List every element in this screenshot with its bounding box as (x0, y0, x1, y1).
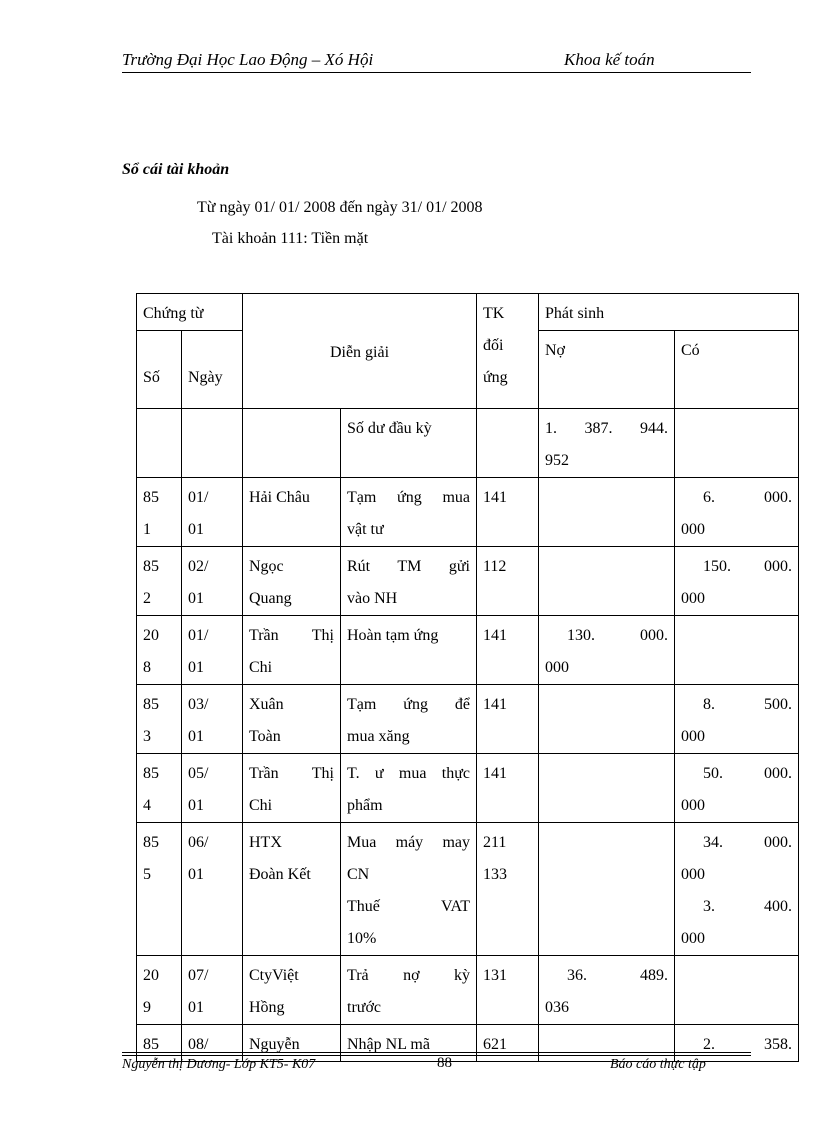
header-movement: Phát sinh (539, 294, 799, 331)
header-row-1 (137, 294, 799, 331)
footer-author: Nguyễn thị Dương- Lớp KT5- K07 (122, 1057, 316, 1072)
credit-amount-line: 000 (681, 728, 705, 745)
page-header (122, 48, 751, 73)
party-name-line: Nguyễn (249, 1036, 300, 1053)
credit-amount (675, 478, 799, 547)
table-row (137, 547, 799, 616)
cell-empty (182, 409, 243, 478)
debit-amount (539, 685, 675, 754)
description (341, 616, 477, 685)
doc-number-line: 85 (143, 558, 159, 575)
description (341, 823, 477, 956)
doc-number (137, 616, 182, 685)
credit-amount (675, 754, 799, 823)
university-name: Trường Đại Học Lao Động – Xó Hội (122, 50, 374, 69)
doc-date-line: 01 (188, 999, 204, 1016)
party-name-line: Đoàn Kết (249, 866, 311, 883)
party-name-line: Quang (249, 590, 292, 607)
cell-empty (477, 409, 539, 478)
doc-number-line: 5 (143, 866, 151, 883)
table-row (137, 616, 799, 685)
doc-date-line: 01 (188, 866, 204, 883)
contra-account (477, 823, 539, 956)
debit-amount-line: 036 (545, 999, 569, 1016)
description-line: trước (347, 999, 382, 1016)
doc-number (137, 823, 182, 956)
party-name-line: Trần Thị (249, 765, 334, 782)
doc-date (182, 547, 243, 616)
credit-amount-line: 000 (681, 521, 705, 538)
description-line: Thuế VAT (347, 898, 470, 915)
description-line: vào NH (347, 590, 398, 607)
doc-number-line: 85 (143, 1036, 159, 1053)
doc-date-line: 07/ (188, 967, 209, 984)
contra-account-line: 141 (483, 489, 507, 506)
cell-empty (243, 409, 341, 478)
doc-number (137, 956, 182, 1025)
party-name (243, 616, 341, 685)
description (341, 478, 477, 547)
doc-date-line: 05/ (188, 765, 209, 782)
description-line: Rút TM gửi (347, 558, 470, 575)
credit-amount-line: 150. 000. (703, 558, 792, 575)
doc-date-line: 01/ (188, 627, 209, 644)
description-line: Mua máy may (347, 834, 470, 851)
debit-amount-line: 000 (545, 659, 569, 676)
description-line: Hoàn tạm ứng (347, 627, 439, 644)
header-contra-account (477, 294, 539, 409)
doc-number-line: 20 (143, 627, 159, 644)
header-credit: Có (675, 331, 799, 409)
doc-date-line: 01 (188, 521, 204, 538)
description-line: Tạm ứng mua (347, 489, 470, 506)
credit-amount (675, 616, 799, 685)
contra-account-line: 141 (483, 765, 507, 782)
party-name (243, 547, 341, 616)
party-name-line: Hồng (249, 999, 285, 1016)
contra-account (477, 685, 539, 754)
party-name-line: Chi (249, 797, 273, 814)
party-name (243, 823, 341, 956)
party-name-line: Xuân (249, 696, 284, 713)
period-range: Từ ngày 01/ 01/ 2008 đến ngày 31/ 01/ 2008 (197, 199, 483, 216)
credit-amount-line: 000 (681, 797, 705, 814)
doc-date-line: 01 (188, 590, 204, 607)
debit-amount (539, 616, 675, 685)
debit-amount (539, 547, 675, 616)
contra-account-line: 131 (483, 967, 507, 984)
credit-amount-line: 8. 500. (703, 696, 792, 713)
doc-date-line: 02/ (188, 558, 209, 575)
party-name-line: CtyViệt (249, 967, 299, 984)
description-line: phẩm (347, 797, 383, 814)
debit-amount (539, 956, 675, 1025)
credit-amount (675, 547, 799, 616)
opening-debit-line: 1. 387. 944. (545, 420, 668, 437)
doc-number-line: 85 (143, 696, 159, 713)
header-contra-line: ứng (483, 369, 508, 386)
doc-date (182, 823, 243, 956)
doc-date-line: 01 (188, 797, 204, 814)
header-description: Diễn giải (243, 294, 477, 409)
doc-number-line: 1 (143, 521, 151, 538)
party-name-line: HTX (249, 834, 282, 851)
description (341, 956, 477, 1025)
party-name (243, 956, 341, 1025)
description (341, 754, 477, 823)
contra-account-line: 112 (483, 558, 507, 575)
doc-date (182, 754, 243, 823)
doc-date-line: 08/ (188, 1036, 209, 1053)
doc-date-line: 01/ (188, 489, 209, 506)
description (341, 685, 477, 754)
doc-number (137, 547, 182, 616)
doc-number (137, 685, 182, 754)
party-name-line: Hải Châu (249, 489, 310, 506)
contra-account-line: 211 (483, 834, 507, 851)
party-name-line: Trần Thị (249, 627, 334, 644)
debit-amount-line: 36. 489. (567, 967, 668, 984)
credit-amount-line: 50. 000. (703, 765, 792, 782)
header-debit: Nợ (539, 331, 675, 409)
header-contra-line: đối (483, 337, 504, 354)
contra-account-line: 141 (483, 627, 507, 644)
doc-number-line: 85 (143, 489, 159, 506)
credit-amount-line: 6. 000. (703, 489, 792, 506)
ledger-table (136, 293, 799, 1062)
debit-amount (539, 823, 675, 956)
doc-number-line: 8 (143, 659, 151, 676)
table-row (137, 478, 799, 547)
credit-amount-line: 000 (681, 930, 705, 947)
doc-number (137, 478, 182, 547)
description-line: mua xăng (347, 728, 410, 745)
credit-amount (675, 956, 799, 1025)
table-row (137, 754, 799, 823)
doc-number-line: 2 (143, 590, 151, 607)
credit-amount-line: 2. 358. (703, 1036, 792, 1053)
opening-balance-row (137, 409, 799, 478)
account-name: Tài khoản 111: Tiền mặt (212, 230, 369, 247)
footer-rule (122, 1052, 751, 1053)
doc-number-line: 20 (143, 967, 159, 984)
cell-empty (675, 409, 799, 478)
credit-amount-line: 34. 000. (703, 834, 792, 851)
description-line: T. ư mua thực (347, 765, 470, 782)
party-name-line: Toàn (249, 728, 281, 745)
header-contra-line: TK (483, 305, 505, 322)
contra-account-line: 141 (483, 696, 507, 713)
department-name: Khoa kế toán (564, 50, 655, 69)
credit-amount (675, 823, 799, 956)
description-line: Nhập NL mã (347, 1036, 430, 1053)
description-line: 10% (347, 930, 377, 947)
doc-date (182, 685, 243, 754)
footer-report-title: Báo cáo thực tập (610, 1057, 706, 1072)
doc-number-line: 9 (143, 999, 151, 1016)
doc-number-line: 85 (143, 834, 159, 851)
contra-account (477, 547, 539, 616)
description-line: CN (347, 866, 370, 883)
header-date: Ngày (182, 331, 243, 409)
header-number: Số (137, 331, 182, 409)
doc-date-line: 01 (188, 659, 204, 676)
party-name (243, 478, 341, 547)
cell-empty (137, 409, 182, 478)
opening-label: Số dư đầu kỳ (341, 409, 477, 478)
contra-account-line: 133 (483, 866, 507, 883)
ledger-title: Sổ cái tài khoản (122, 161, 230, 178)
description-line: vật tư (347, 521, 384, 538)
table-row (137, 956, 799, 1025)
debit-amount-line: 130. 000. (567, 627, 668, 644)
description (341, 547, 477, 616)
doc-date (182, 616, 243, 685)
party-name-line: Chi (249, 659, 273, 676)
doc-date (182, 478, 243, 547)
doc-number (137, 754, 182, 823)
debit-amount (539, 478, 675, 547)
contra-account (477, 478, 539, 547)
description-line: Trả nợ kỳ (347, 967, 470, 984)
credit-amount-line: 000 (681, 866, 705, 883)
credit-amount (675, 685, 799, 754)
contra-account (477, 754, 539, 823)
party-name-line: Ngọc (249, 558, 284, 575)
doc-number-line: 85 (143, 765, 159, 782)
contra-account (477, 956, 539, 1025)
credit-amount-line: 3. 400. (703, 898, 792, 915)
table-row (137, 823, 799, 956)
debit-amount (539, 754, 675, 823)
doc-date-line: 01 (188, 728, 204, 745)
contra-account-line: 621 (483, 1036, 507, 1053)
description-line: Tạm ứng để (347, 696, 470, 713)
contra-account (477, 616, 539, 685)
doc-number-line: 3 (143, 728, 151, 745)
credit-amount-line: 000 (681, 590, 705, 607)
page-number: 88 (437, 1055, 452, 1071)
doc-date-line: 06/ (188, 834, 209, 851)
opening-debit-line: 952 (545, 452, 569, 469)
doc-number-line: 4 (143, 797, 151, 814)
doc-date-line: 03/ (188, 696, 209, 713)
party-name (243, 754, 341, 823)
table-row (137, 685, 799, 754)
opening-debit (539, 409, 675, 478)
party-name (243, 685, 341, 754)
header-document: Chứng từ (137, 294, 243, 331)
doc-date (182, 956, 243, 1025)
